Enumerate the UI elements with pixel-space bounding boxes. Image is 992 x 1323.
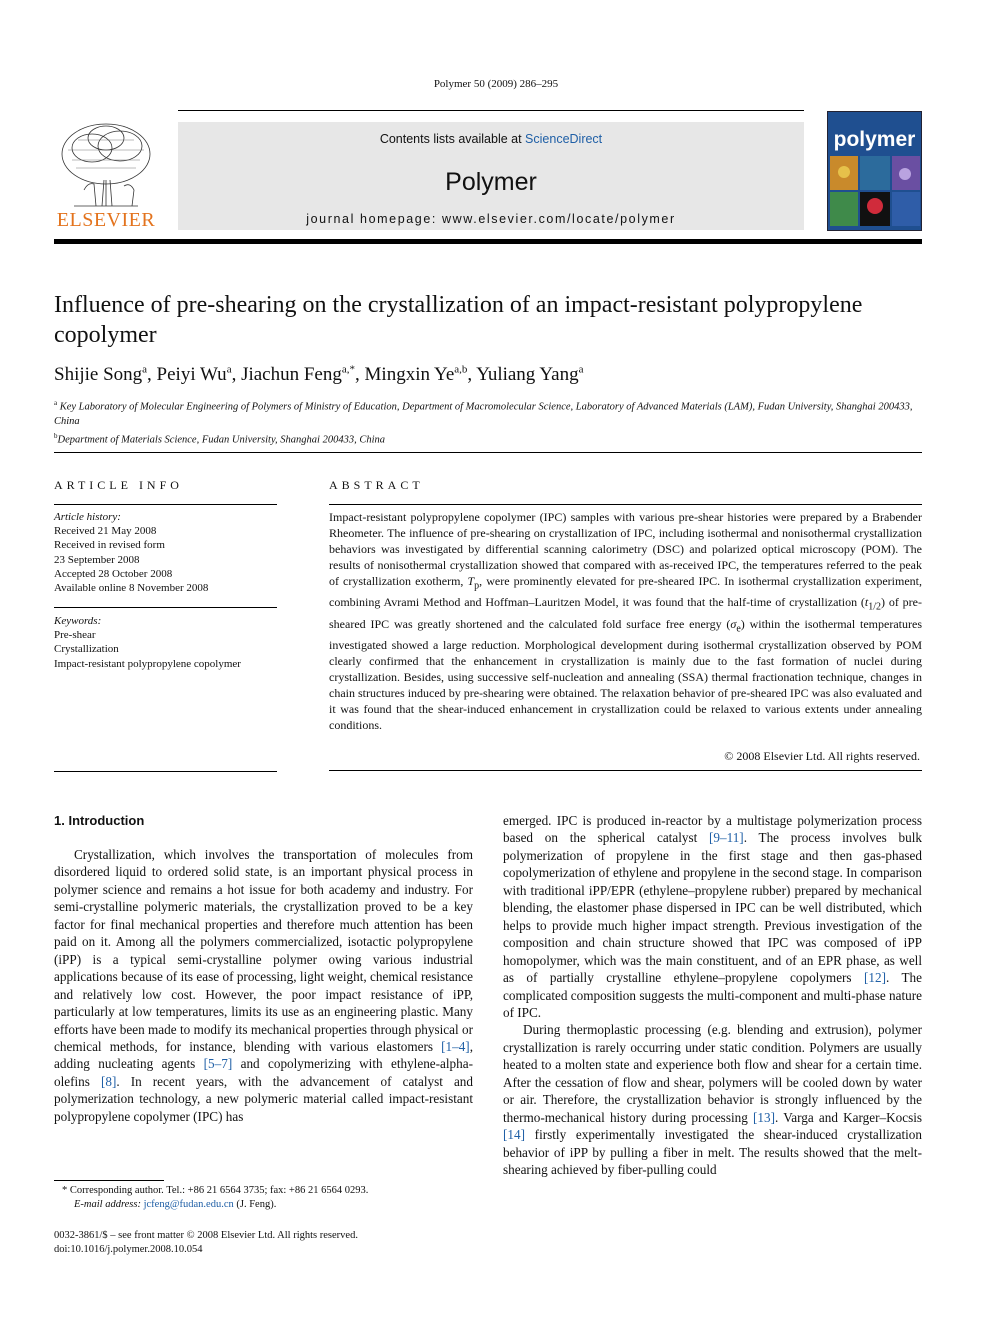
article-history: [54, 510, 277, 595]
author-list: [54, 363, 922, 387]
journal-masthead: [178, 122, 804, 230]
history-item: Available online 8 November 2008: [54, 582, 209, 595]
email-suffix: (J. Feng).: [233, 1199, 277, 1210]
keyword: Pre-shear: [54, 629, 96, 642]
author-affiliation-mark: a: [578, 363, 584, 376]
history-item: Received in revised form: [54, 539, 165, 552]
citation-link[interactable]: [12]: [864, 970, 886, 986]
cover-title: polymer: [833, 128, 916, 151]
doi[interactable]: doi:10.1016/j.polymer.2008.10.054: [54, 1244, 203, 1255]
author-name[interactable]: Mingxin Ye: [364, 364, 455, 385]
author-name[interactable]: Jiachun Feng: [241, 364, 342, 385]
journal-cover[interactable]: [827, 111, 922, 231]
abstract-text: [329, 509, 922, 733]
journal-reference: Polymer 50 (2009) 286–295: [433, 78, 559, 90]
math-symbol: T: [467, 574, 475, 588]
citation-link[interactable]: [5–7]: [203, 1056, 233, 1072]
affiliation-divider: [54, 452, 922, 453]
affiliation-text: Department of Materials Science, Fudan University, Shanghai 200433, China: [57, 434, 385, 445]
keywords-label: Keywords:: [54, 615, 102, 627]
email-label: E-mail address:: [74, 1199, 141, 1210]
paragraph-text: . Varga and Karger–Kocsis: [774, 1109, 922, 1125]
journal-name: Polymer: [445, 168, 537, 196]
citation-link[interactable]: [14]: [503, 1127, 525, 1143]
sciencedirect-link[interactable]: ScienceDirect: [525, 132, 603, 146]
front-matter: [54, 1229, 554, 1257]
abstract-segment: Impact-resistant polypropylene copolymer (IPC) samples with various pre-shear histories were prepared by a Brabender Rheometer. The influence of pre-shearing on crystallization of IPC, including isothermal and nonisothermal crystallization behaviors was investigated by differential scanning calorimetry (DSC) and polarized optical microscopy (POM). The results of nonisothermal crystallization showed that compared with as-received IPC, the temperatures referred to the peak of crystallization exotherm,: [329, 510, 922, 588]
affiliation-text: Key Laboratory of Molecular Engineering of Polymers of Ministry of Education, Department of Macromolecular Science, Laboratory of Advanced Materials (LAM), Fudan University, Shanghai 200433, China: [54, 401, 913, 427]
introduction-heading: 1. Introduction: [54, 813, 145, 828]
affiliation-a: [54, 396, 922, 429]
author-name[interactable]: Yuliang Yang: [476, 364, 579, 385]
author-name[interactable]: Shijie Song: [54, 364, 143, 385]
abstract-bottom-rule: [329, 770, 922, 771]
paragraph-text: Crystallization, which involves the transportation of molecules from disordered liquid to ordered solid state, is an important physical process in polymer science and remains a hot issue for both academy and industry. For semi-crystalline polymeric materials, the crystallization proved to be a key factor for final mechanical properties and therefore much attention has been paid on it. Among all the polymers commercialized, isotactic polypropylene (iPP) is a typical semi-crystalline polymer owing various industrial applications because of its ease of processing, light weight, chemical resistance and relatively low cost. However, the poor impact resistance of iPP, particularly at low temperatures, limits its use as an engineering plastic. Many efforts have been made to modify its mechanical properties through physical or chemical methods, for instance, blending with various elastomers: [54, 847, 473, 1054]
intro-paragraph: [503, 1021, 922, 1178]
cover-artwork-icon: [830, 156, 920, 228]
elsevier-wordmark: ELSEVIER: [56, 209, 156, 231]
keyword: Impact-resistant polypropylene copolymer: [54, 657, 241, 670]
author-affiliation-mark: a: [142, 363, 148, 376]
abstract-segment: ) of pre-sheared IPC was greatly shortened and the calculated fold surface free energy (: [329, 595, 922, 631]
header-bottom-rule: [54, 239, 922, 244]
footnote-rule: [54, 1180, 164, 1181]
author-separator: ,: [355, 364, 365, 385]
paragraph-text: and copolymerizing with ethylene-alpha-olefins: [54, 1056, 473, 1089]
citation-link[interactable]: [8]: [100, 1073, 117, 1089]
abstract-rule: [329, 504, 922, 505]
author-name[interactable]: Peiyi Wu: [156, 364, 227, 385]
history-label: Article history:: [54, 511, 121, 523]
keywords: [54, 614, 277, 671]
footnote-contact: * Corresponding author. Tel.: +86 21 6564 3735; fax: +86 21 6564 0293.: [62, 1185, 369, 1196]
front-matter-line: 0032-3861/$ – see front matter © 2008 Elsevier Ltd. All rights reserved.: [54, 1230, 358, 1241]
citation-link[interactable]: [1–4]: [441, 1038, 470, 1054]
paragraph-text: During thermoplastic processing (e.g. blending and extrusion), polymer crystallization is rarely occurring under static condition. Polymers are usually heated to a molten state and experience both flow and shear for a certain time. After the cessation of flow and shear, polymers will be cooled down by water or air. Therefore, the crystallization behavior is strongly influenced by the thermo-mechanical history during processing: [503, 1022, 922, 1125]
body-column-right: [503, 812, 922, 1179]
history-item: 23 September 2008: [54, 553, 140, 566]
math-subscript: e: [736, 623, 741, 635]
author-affiliation-mark: a,b: [454, 363, 468, 376]
author-affiliation-mark: a,*: [341, 363, 356, 376]
intro-paragraph: [54, 846, 473, 1125]
history-item: Received 21 May 2008: [54, 525, 157, 538]
journal-header: [54, 110, 922, 236]
math-subscript: 1/2: [868, 601, 882, 613]
footnote-email-line: [54, 1198, 473, 1212]
intro-paragraph-continued: [503, 812, 922, 1021]
abstract-heading: ABSTRACT: [329, 478, 424, 492]
journal-homepage[interactable]: journal homepage: www.elsevier.com/locate/polymer: [306, 212, 676, 226]
author-separator: ,: [467, 364, 477, 385]
article-info-bottom-rule: [54, 771, 277, 772]
paragraph-text: emerged. IPC is produced in-reactor by a multistage polymerization process based on the spherical catalyst: [503, 813, 922, 846]
contents-prefix: Contents lists available at: [379, 132, 526, 146]
header-top-rule: [178, 110, 804, 111]
citation-link[interactable]: [9–11]: [709, 830, 744, 846]
math-symbol: t: [864, 595, 869, 610]
keyword: Crystallization: [54, 643, 119, 656]
article-title: Influence of pre-shearing on the crystallization of an impact-resistant polypropylene copolymer: [54, 292, 863, 348]
math-subscript: p: [474, 580, 480, 592]
affiliation-mark: b: [54, 431, 58, 440]
email-link[interactable]: jcfeng@fudan.edu.cn: [143, 1199, 234, 1210]
history-item: Accepted 28 October 2008: [54, 567, 173, 580]
affiliations: [54, 396, 922, 447]
paragraph-text: . The complicated composition suggests the multi-component and multi-phase nature of IPC.: [503, 970, 923, 1020]
abstract-copyright: © 2008 Elsevier Ltd. All rights reserved.: [724, 749, 920, 763]
affiliation-mark: a: [54, 399, 58, 407]
paragraph-text: . In recent years, with the advancement of catalyst and polymerization technology, a new polymeric material called impact-resistant polypropylene copolymer (IPC) has: [54, 1073, 473, 1124]
elsevier-tree-icon: [54, 120, 158, 210]
citation-link[interactable]: [13]: [752, 1109, 775, 1125]
paragraph-text: . The process involves bulk polymerization of propylene in the first stage and then gas-phased copolymerization of ethylene and propylene in the second stage. In comparison with traditional iPP/EPR (ethylene–propylene rubber) prepared by mechanical blending, the elastomer phase dispersed in IPC can be well distributed, which helps to provide much higher impact strength. Previous investigation of the composition and chain structure showed that IPC was composed of iPP homopolymer, which was the main constituent, and of an EPR phase, as well as of partially crystalline ethylene–propylene copolymers: [503, 830, 923, 986]
paragraph-text: , adding nucleating agents: [54, 1038, 473, 1072]
article-info-rule: [54, 504, 277, 505]
corresponding-author-footnote: [54, 1184, 473, 1212]
contents-line: [178, 132, 804, 146]
math-symbol: σ: [730, 616, 737, 631]
article-info-heading: ARTICLE INFO: [54, 478, 183, 492]
affiliation-b: [54, 429, 922, 448]
author-affiliation-mark: a: [226, 363, 232, 376]
paragraph-text: firstly experimentally investigated the shear-induced crystallization behavior of iPP by pulling a fiber in melt. The results showed that the melt-shearing achieved by fiber-pulling could: [503, 1127, 922, 1178]
abstract-segment: ) within the isothermal temperatures investigated showed a large reduction. Morphological development during isothermal crystallization observed by POM clearly confirmed that the enhancement in crystallization is mainly due to the fast formation of nuclei during crystallization. Besides, using successive self-nucleation and annealing (SSA) thermal fractionation technique, changes in chain structures induced by pre-shearing were obtained. The relaxation behavior of pre-sheared IPC was also evaluated and it was found that the shear-induced enhancement in crystallization could be relaxed to various extents under annealing conditions.: [329, 616, 922, 733]
author-separator: ,: [147, 364, 157, 385]
keywords-rule: [54, 607, 277, 608]
abstract-segment: , were prominently elevated for pre-sheared IPC. In isothermal crystallization experiment, combining Avrami Method and Hoffman–Lauritzen Model, it was found that the half-time of crystallization (: [329, 574, 922, 610]
author-separator: ,: [231, 364, 242, 385]
elsevier-logo[interactable]: [54, 120, 158, 232]
body-column-left: [54, 846, 473, 1125]
